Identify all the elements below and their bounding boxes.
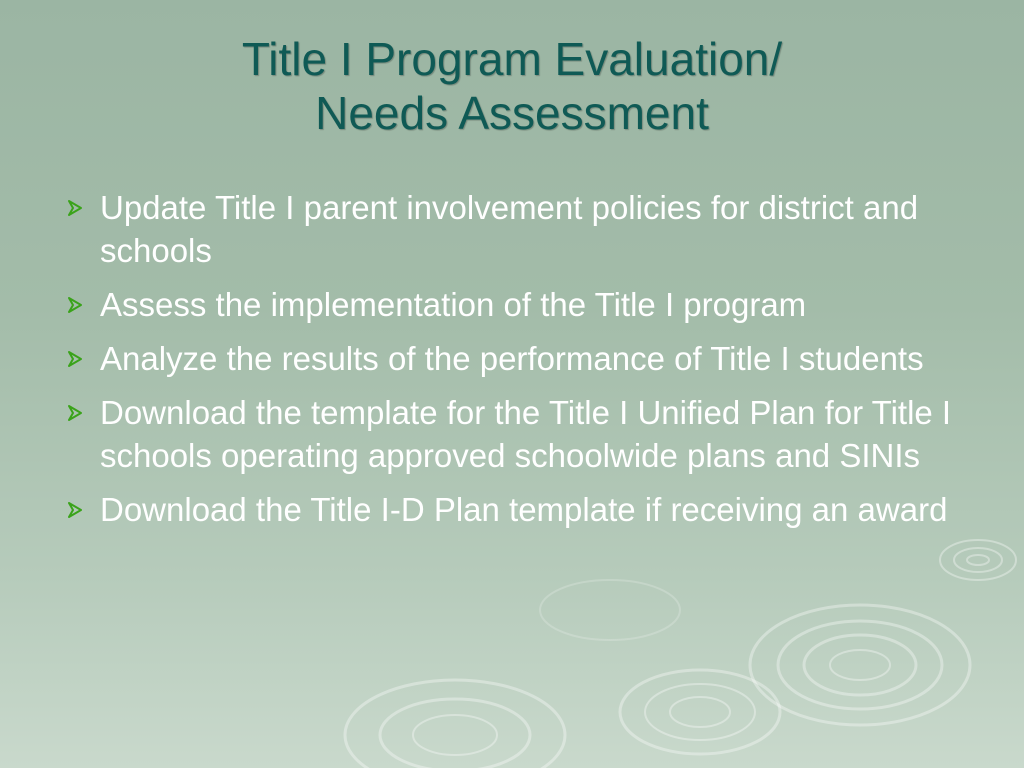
slide-title bbox=[0, 32, 1024, 140]
bullet-item bbox=[62, 391, 962, 477]
chevron-arrow-icon bbox=[66, 501, 84, 519]
bullet-item bbox=[62, 488, 962, 531]
bullet-item bbox=[62, 186, 962, 272]
bullet-list bbox=[62, 186, 962, 542]
title-line-2: Needs Assessment bbox=[315, 87, 709, 139]
chevron-arrow-icon bbox=[66, 350, 84, 368]
chevron-arrow-icon bbox=[66, 296, 84, 314]
bullet-text: Assess the implementation of the Title I program bbox=[100, 286, 807, 323]
chevron-arrow-icon bbox=[66, 404, 84, 422]
bullet-text: Download the Title I-D Plan template if receiving an award bbox=[100, 491, 948, 528]
title-line-1: Title I Program Evaluation/ bbox=[241, 33, 783, 85]
bullet-item bbox=[62, 283, 962, 326]
bullet-text: Analyze the results of the performance of Title I students bbox=[100, 340, 924, 377]
bullet-item bbox=[62, 337, 962, 380]
chevron-arrow-icon bbox=[66, 199, 84, 217]
bullet-text: Download the template for the Title I Unified Plan for Title I schools operating approved schoolwide plans and SINIs bbox=[100, 394, 952, 474]
bullet-text: Update Title I parent involvement policies for district and schools bbox=[100, 189, 919, 269]
